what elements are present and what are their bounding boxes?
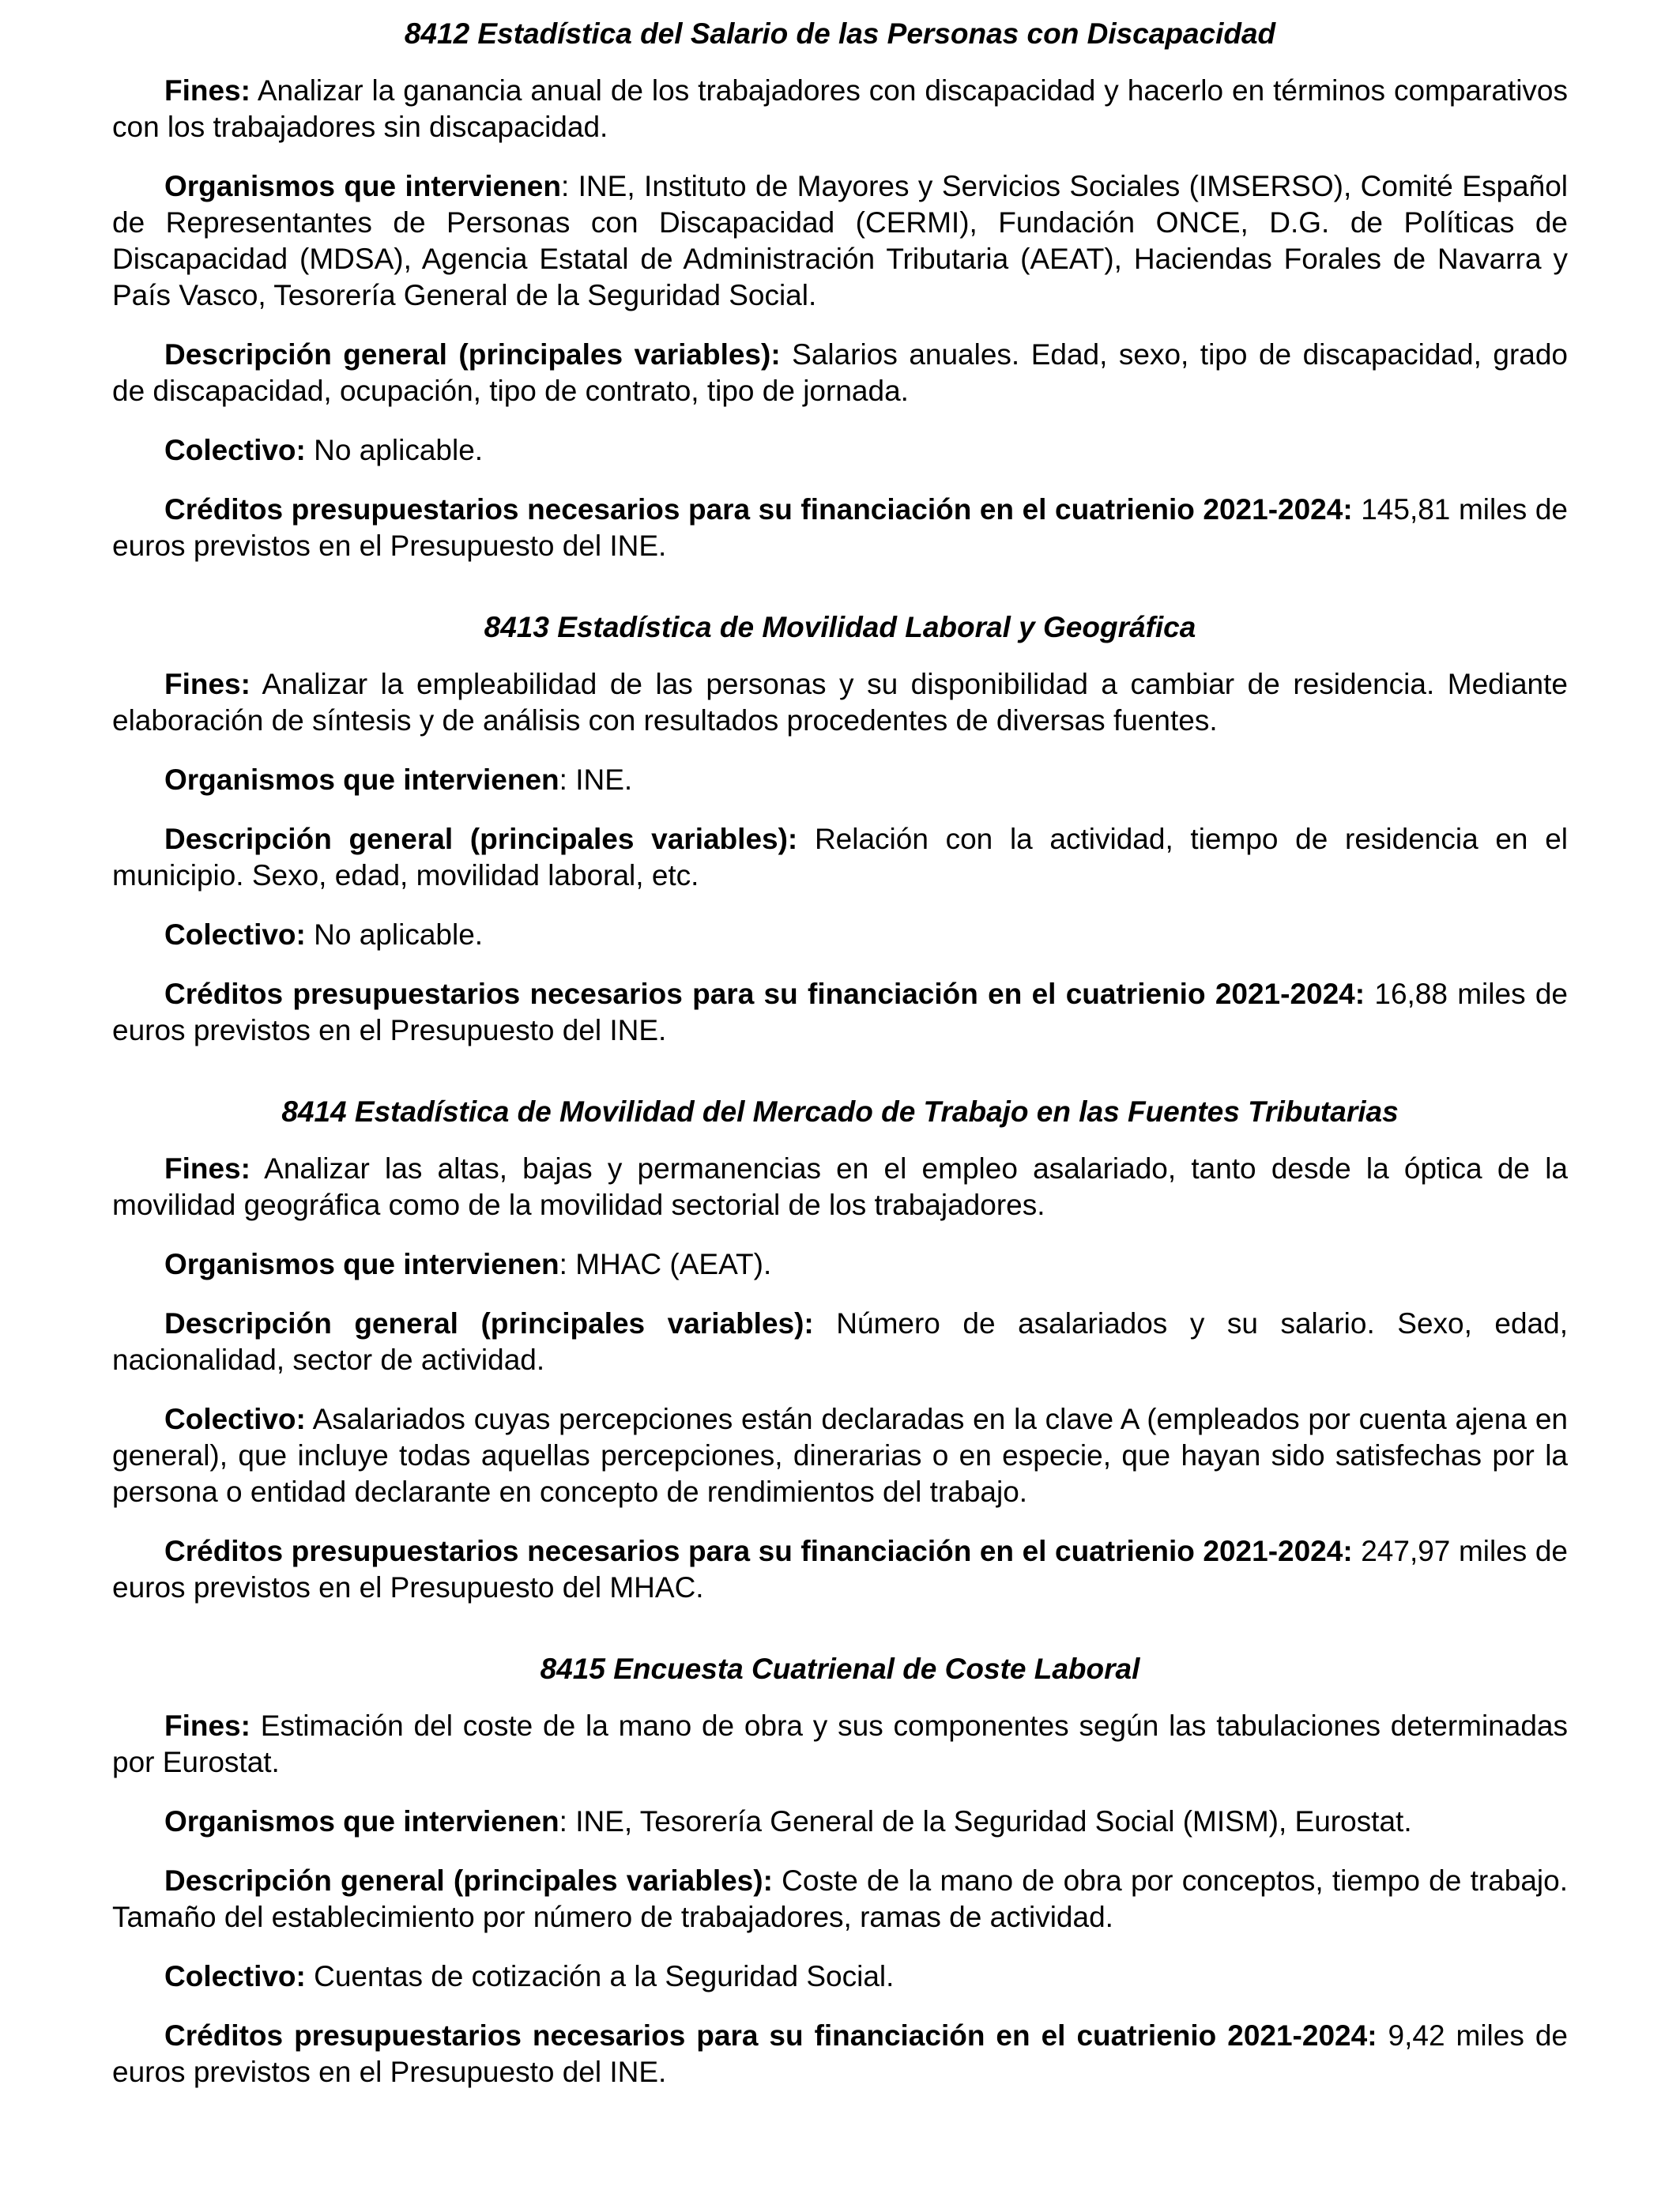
fines-text: Analizar las altas, bajas y permanencias en el empleo asalariado, tanto desde la óptica de la movilidad geográfica como de la movilidad sectorial de los trabajadores. — [112, 1152, 1568, 1221]
colectivo-paragraph — [112, 432, 1568, 469]
section-title: 8412 Estadística del Salario de las Personas con Discapacidad — [404, 17, 1276, 50]
creditos-text: 145,81 miles de euros previstos en el Presupuesto del INE. — [112, 493, 1568, 562]
descripcion-text: Número de asalariados y su salario. Sexo, edad, nacionalidad, sector de actividad. — [112, 1307, 1568, 1376]
creditos-text: 9,42 miles de euros previstos en el Presupuesto del INE. — [112, 2019, 1568, 2088]
colectivo-label: Colectivo: — [164, 434, 306, 466]
creditos-label: Créditos presupuestarios necesarios para su financiación en el cuatrienio 2021-2024: — [164, 2019, 1377, 2052]
section-8414 — [112, 1094, 1568, 1606]
organismos-paragraph — [112, 1246, 1568, 1283]
organismos-label: Organismos que intervienen — [164, 170, 561, 202]
descripcion-text: Salarios anuales. Edad, sexo, tipo de discapacidad, grado de discapacidad, ocupación, tipo de contrato, tipo de jornada. — [112, 338, 1568, 407]
creditos-text: 247,97 miles de euros previstos en el Presupuesto del MHAC. — [112, 1535, 1568, 1604]
colectivo-text: Asalariados cuyas percepciones están declaradas en la clave A (empleados por cuenta ajena en general), que incluye todas aquellas percepciones, dinerarias o en especie, que hayan sido satisfechas por la persona o entidad declarante en concepto de rendimientos del trabajo. — [112, 1403, 1568, 1508]
colectivo-paragraph — [112, 1958, 1568, 1995]
descripcion-text: Relación con la actividad, tiempo de residencia en el municipio. Sexo, edad, movilidad laboral, etc. — [112, 823, 1568, 892]
creditos-label: Créditos presupuestarios necesarios para su financiación en el cuatrienio 2021-2024: — [164, 493, 1353, 526]
organismos-label: Organismos que intervienen — [164, 1248, 559, 1280]
organismos-text: : INE, Instituto de Mayores y Servicios Sociales (IMSERSO), Comité Español de Representantes de Personas con Discapacidad (CERMI), Fundación ONCE, D.G. de Políticas de Discapacidad (MDSA), Agencia Estatal de Administración Tributaria (AEAT), Haciendas Forales de Navarra y País Vasco, Tesorería General de la Seguridad Social. — [112, 170, 1568, 311]
section-spacer — [112, 587, 1568, 609]
section-title: 8414 Estadística de Movilidad del Mercado de Trabajo en las Fuentes Tributarias — [281, 1095, 1399, 1128]
descripcion-label: Descripción general (principales variables): — [164, 1307, 814, 1340]
organismos-text: : INE, Tesorería General de la Seguridad Social (MISM), Eurostat. — [559, 1805, 1412, 1838]
descripcion-text: Coste de la mano de obra por conceptos, tiempo de trabajo. Tamaño del establecimiento por número de trabajadores, ramas de actividad. — [112, 1864, 1568, 1933]
creditos-paragraph — [112, 1533, 1568, 1606]
section-title: 8413 Estadística de Movilidad Laboral y Geográfica — [484, 611, 1196, 643]
colectivo-label: Colectivo: — [164, 918, 306, 951]
colectivo-label: Colectivo: — [164, 1960, 306, 1992]
organismos-paragraph — [112, 168, 1568, 314]
fines-paragraph — [112, 73, 1568, 145]
colectivo-paragraph — [112, 1401, 1568, 1510]
fines-text: Estimación del coste de la mano de obra y sus componentes según las tabulaciones determinadas por Eurostat. — [112, 1710, 1568, 1778]
descripcion-paragraph — [112, 337, 1568, 409]
descripcion-paragraph — [112, 821, 1568, 894]
descripcion-label: Descripción general (principales variables): — [164, 823, 798, 855]
creditos-text: 16,88 miles de euros previstos en el Presupuesto del INE. — [112, 978, 1568, 1046]
colectivo-text: No aplicable. — [305, 918, 484, 951]
document-page — [112, 16, 1568, 2113]
creditos-paragraph — [112, 2018, 1568, 2090]
creditos-paragraph — [112, 492, 1568, 564]
fines-paragraph — [112, 666, 1568, 739]
organismos-text: : MHAC (AEAT). — [559, 1248, 772, 1280]
section-spacer — [112, 1072, 1568, 1094]
colectivo-text: Cuentas de cotización a la Seguridad Social. — [305, 1960, 895, 1992]
fines-label: Fines: — [164, 1710, 250, 1742]
fines-text: Analizar la empleabilidad de las personas y su disponibilidad a cambiar de residencia. Mediante elaboración de síntesis y de análisis con resultados procedentes de diversas fuentes. — [112, 668, 1568, 737]
descripcion-paragraph — [112, 1863, 1568, 1936]
organismos-label: Organismos que intervienen — [164, 763, 559, 796]
section-spacer — [112, 1629, 1568, 1651]
section-8415 — [112, 1651, 1568, 2090]
section-title: 8415 Encuesta Cuatrienal de Coste Laboral — [540, 1653, 1140, 1685]
creditos-paragraph — [112, 976, 1568, 1049]
colectivo-paragraph — [112, 917, 1568, 953]
section-8413 — [112, 609, 1568, 1049]
fines-label: Fines: — [164, 1152, 250, 1185]
descripcion-label: Descripción general (principales variables): — [164, 1864, 773, 1897]
descripcion-label: Descripción general (principales variables): — [164, 338, 781, 371]
fines-text: Analizar la ganancia anual de los trabajadores con discapacidad y hacerlo en términos comparativos con los trabajadores sin discapacidad. — [112, 74, 1568, 143]
fines-paragraph — [112, 1708, 1568, 1781]
section-8412 — [112, 16, 1568, 564]
organismos-text: : INE. — [559, 763, 633, 796]
descripcion-paragraph — [112, 1306, 1568, 1378]
fines-label: Fines: — [164, 74, 250, 107]
fines-label: Fines: — [164, 668, 250, 700]
organismos-paragraph — [112, 1804, 1568, 1840]
fines-paragraph — [112, 1151, 1568, 1223]
colectivo-text: No aplicable. — [305, 434, 484, 466]
organismos-label: Organismos que intervienen — [164, 1805, 559, 1838]
creditos-label: Créditos presupuestarios necesarios para su financiación en el cuatrienio 2021-2024: — [164, 978, 1365, 1010]
creditos-label: Créditos presupuestarios necesarios para su financiación en el cuatrienio 2021-2024: — [164, 1535, 1353, 1567]
organismos-paragraph — [112, 762, 1568, 798]
colectivo-label: Colectivo: — [164, 1403, 306, 1435]
